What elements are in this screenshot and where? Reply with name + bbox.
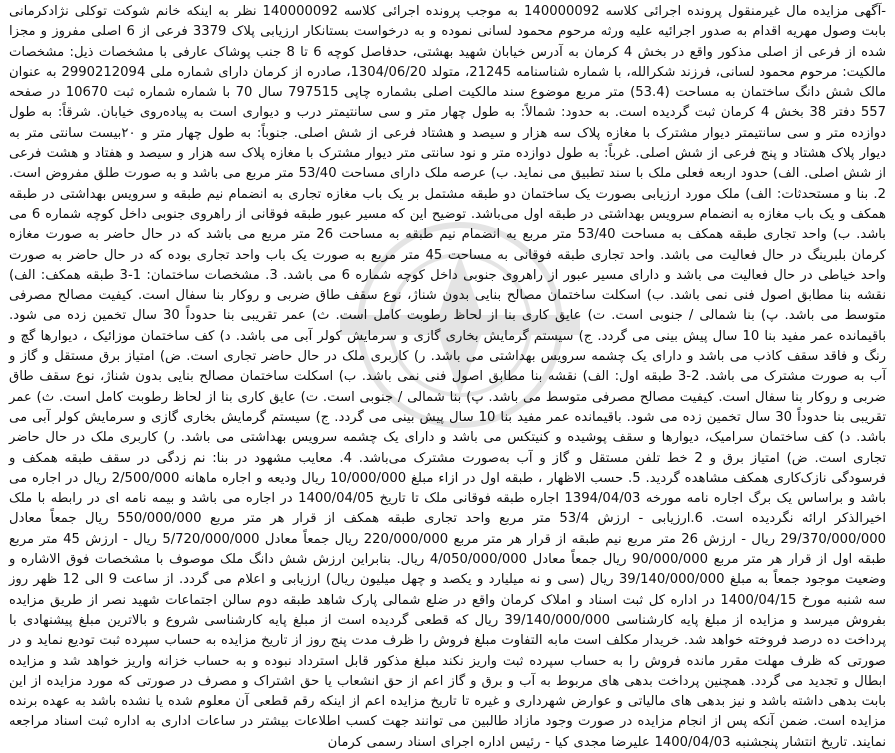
notice-paragraph: -آگهی مزایده مال غیرمنقول پرونده اجرائی کلاسه 140000092 به موجب پرونده اجرائی کلاسه 140000092 نظر به اینکه خانم شوکت توکلی نژادکرمانی بابت وصول مهریه اقدام به صدور اجرائیه علیه ورثه مرحوم محمود لسانی نموده و به درخواست بستانکار ارزیابی پلاک 3379 فرعی از 6 اصلی مفروز و مجزا شده از فرعی از اصلی مذکور واقع در بخش 4 کرمان به آدرس خیابان شهید بهشتی، حدفاصل کوچه 6 تا 8 جنب پوشاک عارفی با مشخصات ذیل: مشخصات مالکیت: مرحوم محمود لسانی، فرزند شکرالله، با شماره شناسنامه 21245، متولد 1304/06/20، صادره از کرمان دارای شماره ملی 2990212094 به عنوان مالک شش دانگ ساختمان به مساحت (53.4) متر مربع موضوع سند مالکیت اصلی بشماره چاپی 797515 سال 70 با شماره شماره ثبت 10670 در صفحه 557 دفتر 38 بخش 4 کرمان ثبت گردیده است. به حدود: شمالاً: به طول چهار متر و سی سانتیمتر درب و دیواری است به پیاده‌روی خیابان. شرقاً: به طول دوازده متر و سی سانتیمتر دیوار مشترک با مغازه پلاک سه هزار و سیصد و هشتاد فرعی از شش اصلی. جنوباً: به طول چهار متر و ۲۰بیست سانتی متر به دیوار پلاک هشتاد و پنج فرعی از شش اصلی. غرباً: به طول دوازده متر و نود سانتی متر دیوار مشترک با مغازه پلاک سه هزار و سیصد و هفتاد و هشت فرعی از شش اصلی. الف) حدود اربعه فعلی ملک با سند تطبیق می نماید. ب) عرصه ملک دارای مساحت 53/40 متر مربع می باشد و به صورت طلق مفروض است. 2. بنا و مستحدثات: الف) ملک مورد ارزیابی بصورت یک ساختمان دو طبقه مشتمل بر یک باب مغازه تجاری به انضمام نیم طبقه و سرویس بهداشتی در طبقه همکف و یک باب مغازه به انضمام سرویس بهداشتی در طبقه اول می‌باشد. توضیح این که مسیر عبور طبقه فوقانی از راهروی جنوبی داخل کوچه شماره 6 می باشد. ب) واحد تجاری طبقه همکف به مساحت 53/40 متر مربع به انضمام نیم طبقه به مساحت 26 متر مربع می باشد که در حال حاضر به صورت مغازه کرمان بلبرینگ در حال فعالیت می باشد. واحد تجاری طبقه فوقانی به مساحت 45 متر مربع به صورت یک باب واحد تجاری بوده که در حال حاضر به صورت واحد خیاطی در حال فعالیت می باشد و دارای مسیر عبور از راهروی جنوبی داخل کوچه شماره 6 می باشد. 3. مشخصات ساختمان: 1-3 طبقه همکف: الف) نقشه بنا مطابق اصول فنی نمی باشد. ب) اسکلت ساختمان مصالح بنایی بدون شناژ، نوع سقف طاق ضربی و روکار بنا سفال است. کیفیت مصالح مصرفی متوسط می باشد. پ) بنا شمالی / جنوبی است. ت) عایق کاری بنا از لحاظ رطوبت کامل است. ث) عمر تقریبی بنا حدوداً 30 سال تخمین زده می شود. باقیمانده عمر مفید بنا 10 سال پیش بینی می گردد. ج) سیستم گرمایش بخاری گازی و سرمایش کولر آبی می باشد. د) کف ساختمان موزائیک ، دیوارها گچ و رنگ و فاقد سقف کاذب می باشد و دارای یک چشمه سرویس بهداشتی می باشد. ر) کاربری ملک در حال حاضر تجاری است. ض) امتیاز برق مستقل و گاز و آب به صورت مشترک می باشد. 2-3 طبقه اول: الف) نقشه بنا مطابق اصول فنی نمی باشد. ب) اسکلت ساختمان مصالح بنایی بدون شناژ، نوع سقف طاق ضربی و روکار بنا سفال است. کیفیت مصالح مصرفی متوسط می باشد. پ) بنا شمالی / جنوبی است. ت) عایق کاری بنا از لحاظ رطوبت کامل است. ث) عمر تقریبی بنا حدوداً 30 سال تخمین زده می شود. باقیمانده عمر مفید بنا 10 سال پیش بینی می گردد. ج) سیستم گرمایش بخاری گازی و سرمایش کولر آبی می باشد. د) کف ساختمان سرامیک، دیوارها و سقف پوشیده و کنیتکس می باشد و دارای یک چشمه سرویس بهداشتی می باشد. ر) کاربری ملک در حال حاضر تجاری است. ض) امتیاز برق و 2 خط تلفن مستقل و گاز و آب به‌صورت مشترک می‌باشد. 4. معایب مشهود در بنا: نم زدگی در سقف طبقه همکف و فرسودگی نازک‌کاری همکف مشاهده گردید. 5. حسب الاظهار ، طبقه اول در ازاء مبلغ 10/000/000 ریال ودیعه و اجاره ماهانه 2/500/000 ریال در اجاره می باشد و براساس یک برگ اجاره نامه مورخه 1394/04/03 اجاره طبقه فوقانی ملک تا تاریخ 1400/04/05 در اجاره می باشد و بیمه نامه ای در رابطه با ملک اخیرالذکر ارائه نگردیده است. 6.ارزیابی - ارزش 53/4 متر مربع واحد تجاری طبقه همکف از قرار هر متر مربع 550/000/000 ریال جمعاً معادل 29/370/000/000 ریال - ارزش 26 متر مربع نیم طبقه از قرار هر متر مربع 220/000/000 ریال جمعاً معادل 5/720/000/000 ریال - ارزش 45 متر مربع طبقه اول از قرار هر متر مربع 90/000/000 ریال جمعاً معادل 4/050/000/000 ریال. بنابراین ارزش شش دانگ ملک موصوف با مشخصات فوق الاشاره و وضعیت موجود جمعاً به مبلغ 39/140/000/000 ریال (سی و نه میلیارد و یکصد و چهل میلیون ریال) ارزیابی و اعلام می گردد. از ساعت 9 الی 12 ظهر روز سه شنبه مورخ 1400/04/15 در اداره کل ثبت اسناد و املاک کرمان واقع در ضلع شمالی پارک شاهد طبقه دوم سالن اجتماعات شهید نصر از طریق مزایده بفروش میرسد و مزایده از مبلغ پایه کارشناسی 39/140/000/000 ریال که قطعی گردیده است از مبلغ پایه کارشناسی شروع و بالاترین مبلغ پیشنهادی با پرداخت ده درصد فروخته خواهد شد. خریدار مکلف است مابه التفاوت مبلغ فروش را ظرف مدت پنج روز از تاریخ مزایده به حساب سپرده ثبت تودیع نماید و در صورتی که ظرف مهلت مقرر مانده فروش را به حساب سپرده ثبت واریز نکند مبلغ مذکور قابل استرداد نبوده و به حساب خزانه واریز خواهد شد و مزایده ابطال و تجدید می گردد. همچنین پرداخت بدهی های مربوط به آب و برق و گاز اعم از حق انشعاب یا حق اشتراک و مصرف در صورتی که مورد مزایده از این بابت بدهی داشته باشد و نیز بدهی های مالیاتی و عوارض شهرداری و غیره تا تاریخ مزایده اعم از اینکه رقم قطعی آن معلوم شده یا نشده باشد به عهده برنده مزایده است. ضمن آنکه پس از انجام مزایده در صورت وجود مازاد طالبین می توانند جهت کسب اطلاعات بیشتر در ساعات اداری به اداره ثبت اسناد مراجعه نمایند. تاریخ انتشار پنجشنبه 1400/04/03 علیرضا مجدی کیا - رئیس اداره اجرای اسناد رسمی کرمان [9,4,887,750]
